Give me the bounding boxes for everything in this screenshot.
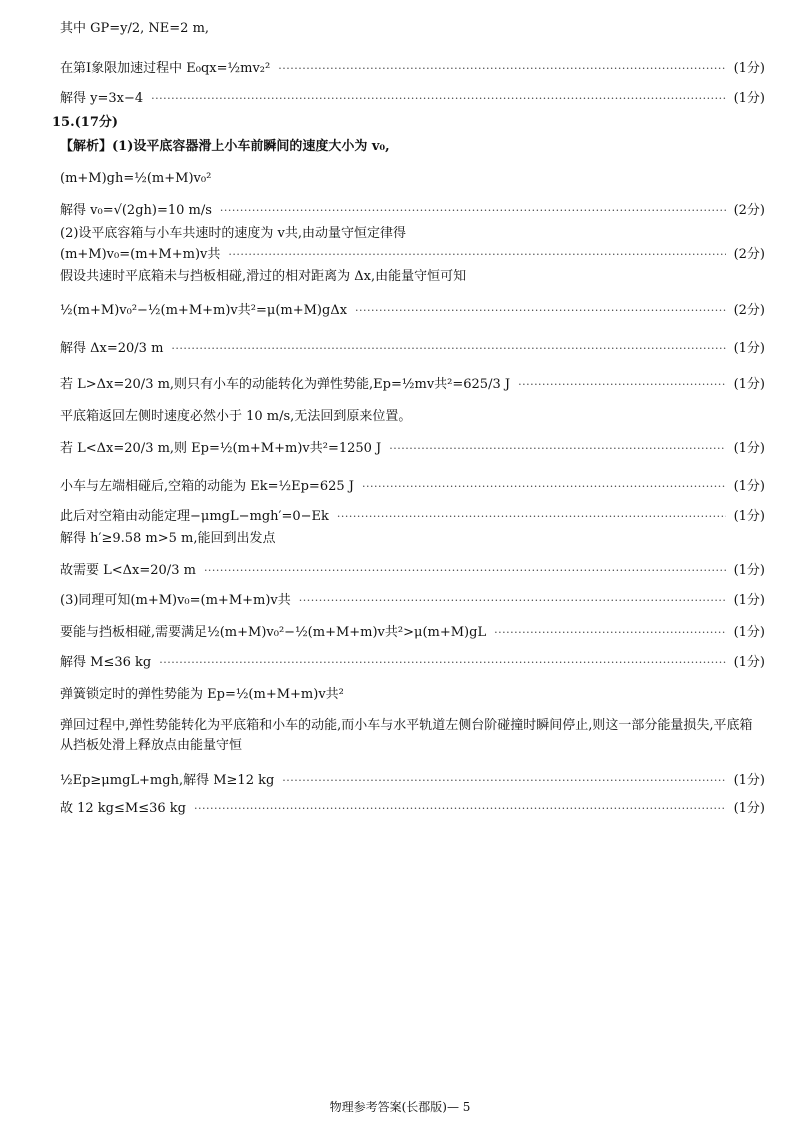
line-1 xyxy=(60,60,765,78)
line-text: ½(m+M)v₀²−½(m+M+m)v共²=μ(m+M)gΔx xyxy=(60,303,348,318)
line-0 xyxy=(60,20,765,38)
line-11 xyxy=(60,340,765,358)
line-text: 故 12 kg≤M≤36 kg xyxy=(60,801,186,816)
line-19 xyxy=(60,592,765,610)
line-12 xyxy=(60,376,765,394)
score-mark: (2分) xyxy=(733,303,765,318)
score-mark: (1分) xyxy=(733,377,765,392)
line-6 xyxy=(60,202,765,220)
line-text: 在第Ⅰ象限加速过程中 E₀qx=½mv₂² xyxy=(60,61,271,76)
line-23 xyxy=(60,716,765,756)
line-text: 平底箱返回左侧时速度必然小于 10 m/s,无法回到原来位置。 xyxy=(60,409,412,424)
line-14 xyxy=(60,440,765,458)
leader-dots xyxy=(171,340,725,358)
line-10 xyxy=(60,302,765,320)
line-20 xyxy=(60,624,765,642)
line-text: (2)设平底容箱与小车共速时的速度为 v共,由动量守恒定律得 xyxy=(60,226,407,241)
line-text: 故需要 L<Δx=20/3 m xyxy=(60,563,196,578)
line-text: 若 L<Δx=20/3 m,则 Ep=½(m+M+m)v共²=1250 J xyxy=(60,441,382,456)
leader-dots xyxy=(278,60,725,78)
leader-dots xyxy=(494,624,725,642)
line-4 xyxy=(60,138,765,156)
score-mark: (2分) xyxy=(733,247,765,262)
score-mark: (1分) xyxy=(733,341,765,356)
line-25 xyxy=(60,800,765,818)
leader-dots xyxy=(362,478,726,496)
leader-dots xyxy=(355,302,726,320)
score-mark: (1分) xyxy=(733,509,765,524)
line-text: 解得 y=3x−4 xyxy=(60,91,144,106)
line-text: (m+M)gh=½(m+M)v₀² xyxy=(60,171,212,186)
line-22 xyxy=(60,686,765,704)
line-text: 【解析】(1)设平底容器滑上小车前瞬间的速度大小为 v₀, xyxy=(60,139,390,154)
score-mark: (1分) xyxy=(733,655,765,670)
line-text: 解得 M≤36 kg xyxy=(60,655,152,670)
leader-dots xyxy=(337,508,726,526)
score-mark: (1分) xyxy=(733,91,765,106)
line-text: 此后对空箱由动能定理−μmgL−mgh′=0−Ek xyxy=(60,509,329,524)
leader-dots xyxy=(194,800,726,818)
line-text: (3)同理可知(m+M)v₀=(m+M+m)v共 xyxy=(60,593,291,608)
line-text: ½Ep≥μmgL+mgh,解得 M≥12 kg xyxy=(60,773,275,788)
leader-dots xyxy=(518,376,726,394)
line-text: 弹回过程中,弹性势能转化为平底箱和小车的动能,而小车与水平轨道左侧台阶碰撞时瞬间停止,则这一部分能量损失,平底箱从挡板处滑上释放点由能量守恒 xyxy=(60,718,753,753)
score-mark: (1分) xyxy=(733,61,765,76)
page-footer: 物理参考答案(长郡版)— 5 xyxy=(329,1100,471,1114)
score-mark: (1分) xyxy=(733,593,765,608)
line-8 xyxy=(60,246,765,264)
line-text: 假设共速时平底箱未与挡板相碰,滑过的相对距离为 Δx,由能量守恒可知 xyxy=(60,269,467,284)
line-7 xyxy=(60,225,765,243)
line-text: 小车与左端相碰后,空箱的动能为 Ek=½Ep=625 J xyxy=(60,479,354,494)
line-text: 解得 Δx=20/3 m xyxy=(60,341,164,356)
line-text: 要能与挡板相碰,需要满足½(m+M)v₀²−½(m+M+m)v共²>μ(m+M)gL xyxy=(60,625,487,640)
leader-dots xyxy=(220,202,726,220)
line-13 xyxy=(60,408,765,426)
score-mark: (1分) xyxy=(733,441,765,456)
question-number: 15.(17分) xyxy=(52,115,119,130)
score-mark: (1分) xyxy=(733,479,765,494)
leader-dots xyxy=(282,772,725,790)
line-17 xyxy=(60,530,765,548)
score-mark: (1分) xyxy=(733,625,765,640)
line-24 xyxy=(60,772,765,790)
score-mark: (1分) xyxy=(733,801,765,816)
line-15 xyxy=(60,478,765,496)
line-21 xyxy=(60,654,765,672)
line-18 xyxy=(60,562,765,580)
line-text: 若 L>Δx=20/3 m,则只有小车的动能转化为弹性势能,Ep=½mv共²=625/3 J xyxy=(60,377,511,392)
leader-dots xyxy=(204,562,726,580)
score-mark: (1分) xyxy=(733,773,765,788)
leader-dots xyxy=(389,440,725,458)
line-text: 弹簧锁定时的弹性势能为 Ep=½(m+M+m)v共² xyxy=(60,687,344,702)
line-text: 解得 h′≥9.58 m>5 m,能回到出发点 xyxy=(60,531,276,546)
line-16 xyxy=(60,508,765,526)
line-text: 解得 v₀=√(2gh)=10 m/s xyxy=(60,203,212,218)
leader-dots xyxy=(159,654,725,672)
line-5 xyxy=(60,170,765,188)
score-mark: (2分) xyxy=(733,203,765,218)
leader-dots xyxy=(299,592,726,610)
line-text: (m+M)v₀=(m+M+m)v共 xyxy=(60,247,221,262)
leader-dots xyxy=(228,246,725,264)
line-text: 其中 GP=y/2, NE=2 m, xyxy=(60,21,210,36)
score-mark: (1分) xyxy=(733,563,765,578)
line-9 xyxy=(60,268,765,286)
line-2 xyxy=(60,90,765,108)
leader-dots xyxy=(151,90,725,108)
